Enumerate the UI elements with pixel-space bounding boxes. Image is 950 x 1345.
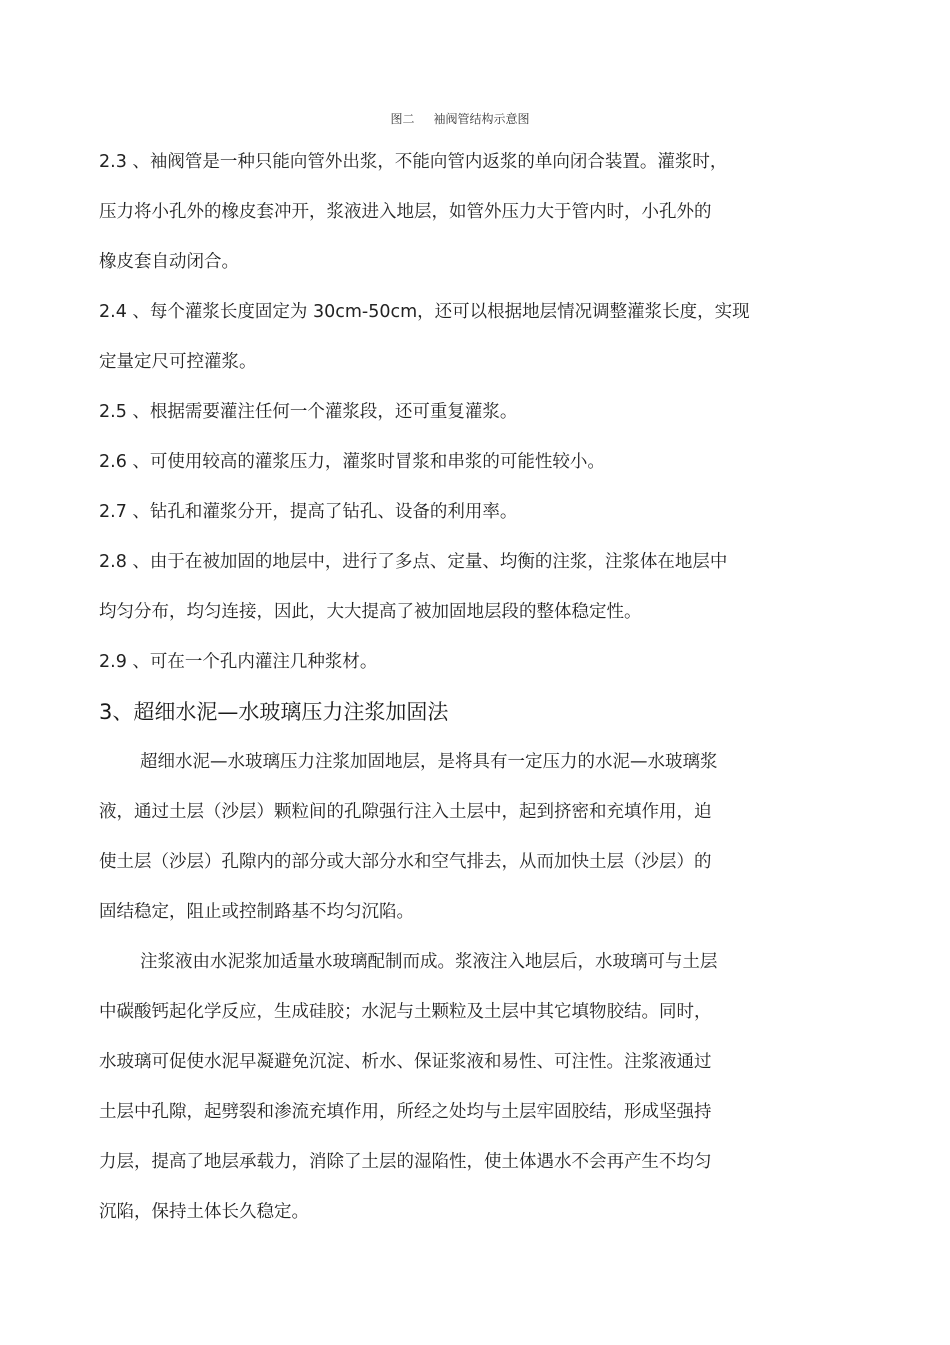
paragraph-1-line-1: 超细水泥—水玻璃压力注浆加固地层，是将具有一定压力的水泥—水玻璃浆 bbox=[140, 752, 718, 772]
item-2-3-line-1: 2.3 、袖阀管是一种只能向管外出浆，不能向管内返浆的单向闭合装置。灌浆时， bbox=[99, 152, 728, 172]
paragraph-2-line-1: 注浆液由水泥浆加适量水玻璃配制而成。浆液注入地层后，水玻璃可与土层 bbox=[140, 952, 718, 972]
paragraph-1-line-2: 液，通过土层（沙层）颗粒间的孔隙强行注入土层中，起到挤密和充填作用，迫 bbox=[99, 802, 712, 822]
paragraph-2-line-3: 水玻璃可促使水泥早凝避免沉淀、析水、保证浆液和易性、可注性。注浆液通过 bbox=[99, 1052, 712, 1072]
item-2-6: 2.6 、可使用较高的灌浆压力，灌浆时冒浆和串浆的可能性较小。 bbox=[99, 452, 605, 472]
item-2-4-line-1: 2.4 、每个灌浆长度固定为 30cm-50cm，还可以根据地层情况调整灌浆长度，实现 bbox=[99, 302, 750, 322]
paragraph-1-line-3: 使土层（沙层）孔隙内的部分或大部分水和空气排去，从而加快土层（沙层）的 bbox=[99, 852, 712, 872]
paragraph-1-line-4: 固结稳定，阻止或控制路基不均匀沉陷。 bbox=[99, 902, 414, 922]
item-2-9: 2.9 、可在一个孔内灌注几种浆材。 bbox=[99, 652, 378, 672]
paragraph-2-line-5: 力层，提高了地层承载力，消除了土层的湿陷性，使土体遇水不会再产生不均匀 bbox=[99, 1152, 712, 1172]
paragraph-2-line-2: 中碳酸钙起化学反应，生成硅胶；水泥与土颗粒及土层中其它填物胶结。同时， bbox=[99, 1002, 712, 1022]
item-2-5: 2.5 、根据需要灌注任何一个灌浆段，还可重复灌浆。 bbox=[99, 402, 518, 422]
item-2-8-line-1: 2.8 、由于在被加固的地层中，进行了多点、定量、均衡的注浆，注浆体在地层中 bbox=[99, 552, 728, 572]
section-heading: 3、超细水泥—水玻璃压力注浆加固法 bbox=[99, 700, 449, 724]
paragraph-2-line-4: 土层中孔隙，起劈裂和渗流充填作用，所经之处均与土层牢固胶结，形成坚强持 bbox=[99, 1102, 712, 1122]
item-2-4-line-2: 定量定尺可控灌浆。 bbox=[99, 352, 257, 372]
item-2-3-line-3: 橡皮套自动闭合。 bbox=[99, 252, 239, 272]
figure-caption: 图二 袖阀管结构示意图 bbox=[390, 112, 530, 126]
item-2-7: 2.7 、钻孔和灌浆分开，提高了钻孔、设备的利用率。 bbox=[99, 502, 518, 522]
paragraph-2-line-6: 沉陷，保持土体长久稳定。 bbox=[99, 1202, 309, 1222]
item-2-3-line-2: 压力将小孔外的橡皮套冲开，浆液进入地层，如管外压力大于管内时，小孔外的 bbox=[99, 202, 712, 222]
item-2-8-line-2: 均匀分布，均匀连接，因此，大大提高了被加固地层段的整体稳定性。 bbox=[99, 602, 642, 622]
